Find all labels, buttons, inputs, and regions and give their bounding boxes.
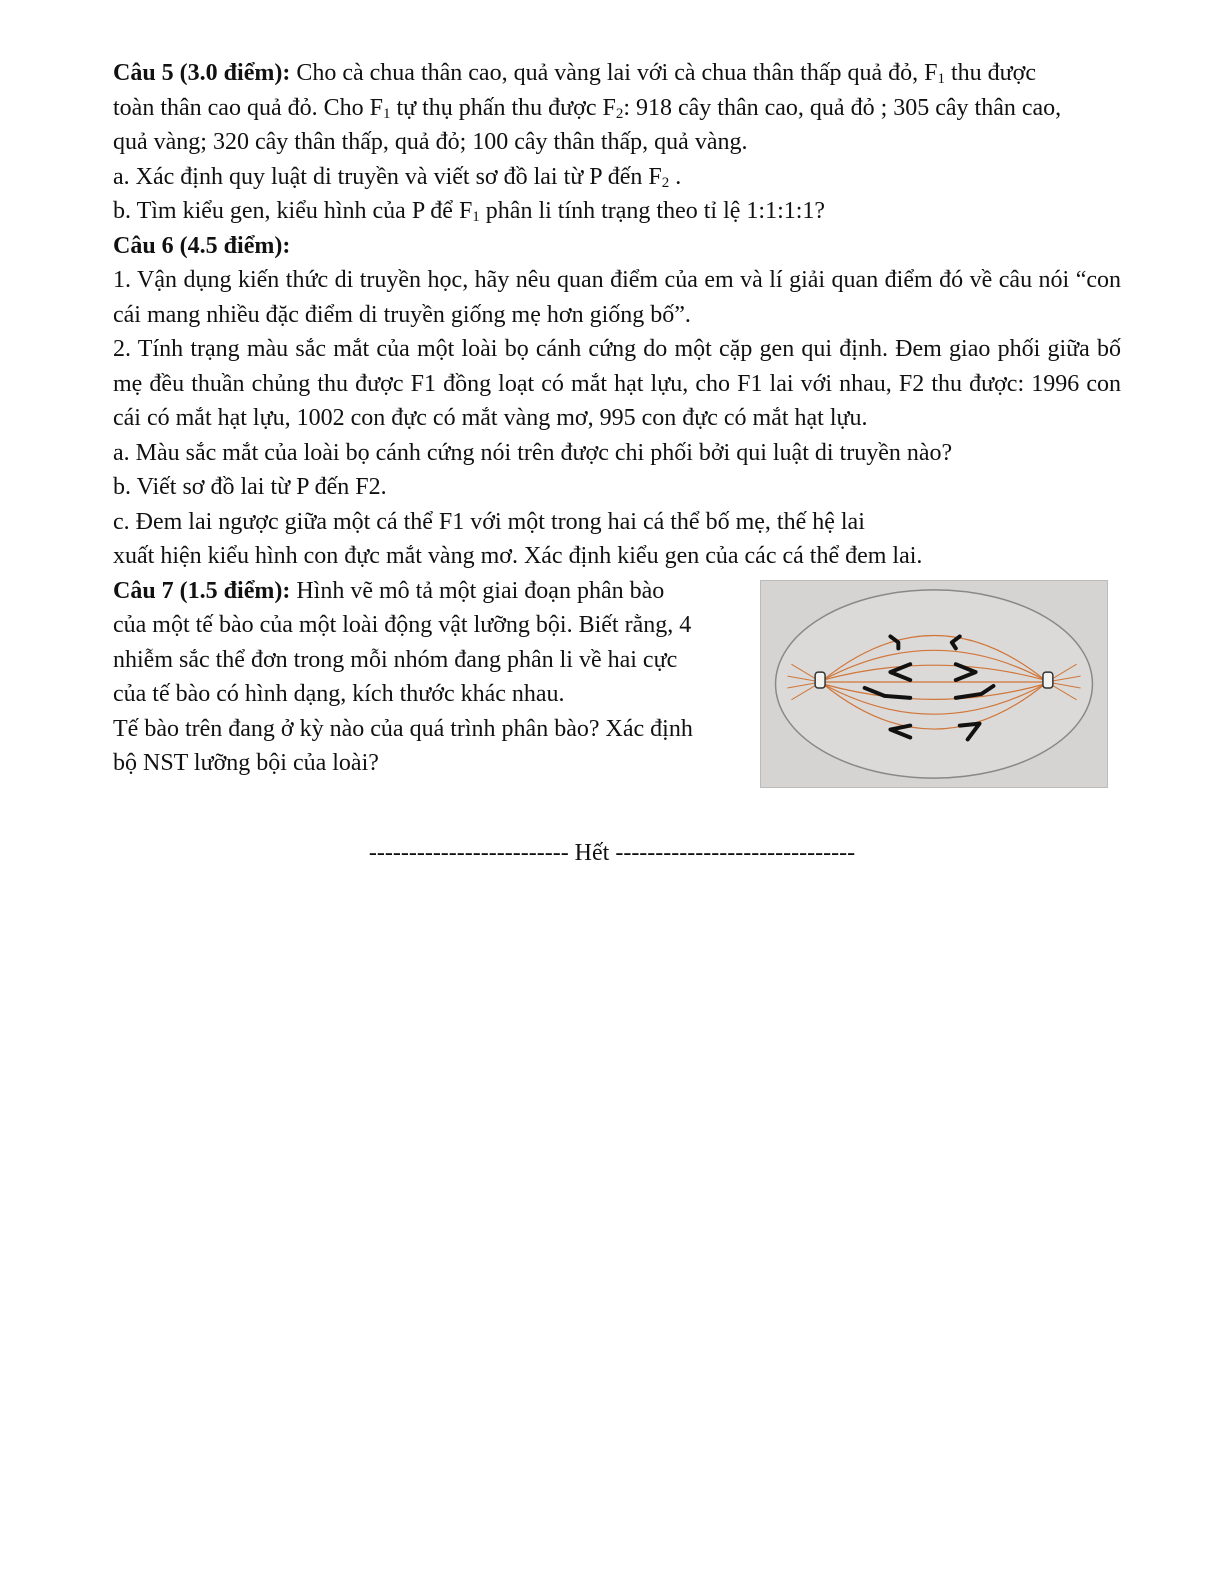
q5-text: tự thụ phấn thu được F — [390, 94, 616, 121]
q6-part-c-line-1: c. Đem lai ngược giữa một cá thể F1 với một trong hai cá thể bố mẹ, thế hệ lai — [113, 508, 865, 535]
q7-line-4: của tế bào có hình dạng, kích thước khác nhau. — [113, 681, 565, 707]
q7-text: Hình vẽ mô tả một giai đoạn phân bào — [290, 577, 665, 604]
q7-line-6: bộ NST lưỡng bội của loài? — [113, 750, 379, 776]
q5-text: : 918 cây thân cao, quả đỏ ; 305 cây thân cao, — [623, 94, 1062, 121]
subscript: 2 — [615, 105, 624, 122]
q5-part-b — [113, 194, 1121, 229]
q6-part-b: b. Viết sơ đồ lai từ P đến F2. — [113, 474, 387, 500]
q7-line-1 — [113, 574, 753, 609]
document-page — [113, 56, 1121, 781]
q5-text: thu được — [944, 60, 1037, 86]
subscript: 1 — [472, 209, 480, 225]
q5-line-3: quả vàng; 320 cây thân thấp, quả đỏ; 100 cây thân thấp, quả vàng. — [113, 129, 748, 155]
q7-section — [113, 574, 1121, 781]
centriole-left — [815, 672, 825, 688]
q6-heading: Câu 6 (4.5 điểm): — [113, 232, 291, 259]
q5-text: Cho cà chua thân cao, quả vàng lai với cà chua thân thấp quả đỏ, F — [290, 60, 938, 86]
q7-line-2: của một tế bào của một loài động vật lưỡng bội. Biết rằng, 4 — [113, 612, 692, 638]
q6-part-a: a. Màu sắc mắt của loài bọ cánh cứng nói trên được chi phối bởi qui luật di truyền nào? — [113, 439, 953, 466]
q7-line-5: Tế bào trên đang ở kỳ nào của quá trình phân bào? Xác định — [113, 715, 693, 742]
q5-heading: Câu 5 (3.0 điểm): — [113, 60, 291, 86]
end-marker: ------------------------- Hết ------------------------------ — [368, 840, 856, 866]
q7-text-block — [113, 574, 753, 781]
cell-division-figure — [760, 580, 1108, 788]
q5-line-2 — [113, 91, 1121, 126]
q5-part-a — [113, 160, 1121, 195]
q7-line-3: nhiễm sắc thể đơn trong mỗi nhóm đang phân li về hai cực — [113, 646, 678, 673]
subscript: 1 — [382, 105, 391, 122]
q5-text: . — [669, 163, 682, 190]
q5-text: b. Tìm kiểu gen, kiểu hình của P để F — [113, 198, 473, 224]
q6-part-c-line-2: xuất hiện kiểu hình con đực mắt vàng mơ. Xác định kiểu gen của các cá thể đem lai. — [113, 543, 923, 569]
q6-paragraph-1: 1. Vận dụng kiến thức di truyền học, hãy nêu quan điểm của em và lí giải quan điểm đó về câu nói “con cái mang nhiều đặc điểm di truyền giống mẹ hơn giống bố”. — [113, 267, 1121, 328]
subscript: 2 — [661, 174, 670, 191]
cell-division-drawing — [761, 581, 1107, 787]
q5-line-1 — [113, 56, 1121, 91]
subscript: 1 — [937, 71, 945, 87]
q5-text: toàn thân cao quả đỏ. Cho F — [113, 94, 383, 121]
centriole-right — [1043, 672, 1053, 688]
q7-heading: Câu 7 (1.5 điểm): — [113, 577, 291, 604]
q5-text: a. Xác định quy luật di truyền và viết sơ đồ lai từ P đến F — [113, 163, 662, 190]
q6-paragraph-2: 2. Tính trạng màu sắc mắt của một loài bọ cánh cứng do một cặp gen qui định. Đem giao phối giữa bố mẹ đều thuần chủng thu được F1 đồng loạt có mắt hạt lựu, cho F1 lai với nhau, F2 thu được: 1996 con cái có mắt hạt lựu, 1002 con đực có mắt vàng mơ, 995 con đực có mắt hạt lựu. — [113, 336, 1121, 431]
q5-text: phân li tính trạng theo tỉ lệ 1:1:1:1? — [479, 198, 826, 224]
